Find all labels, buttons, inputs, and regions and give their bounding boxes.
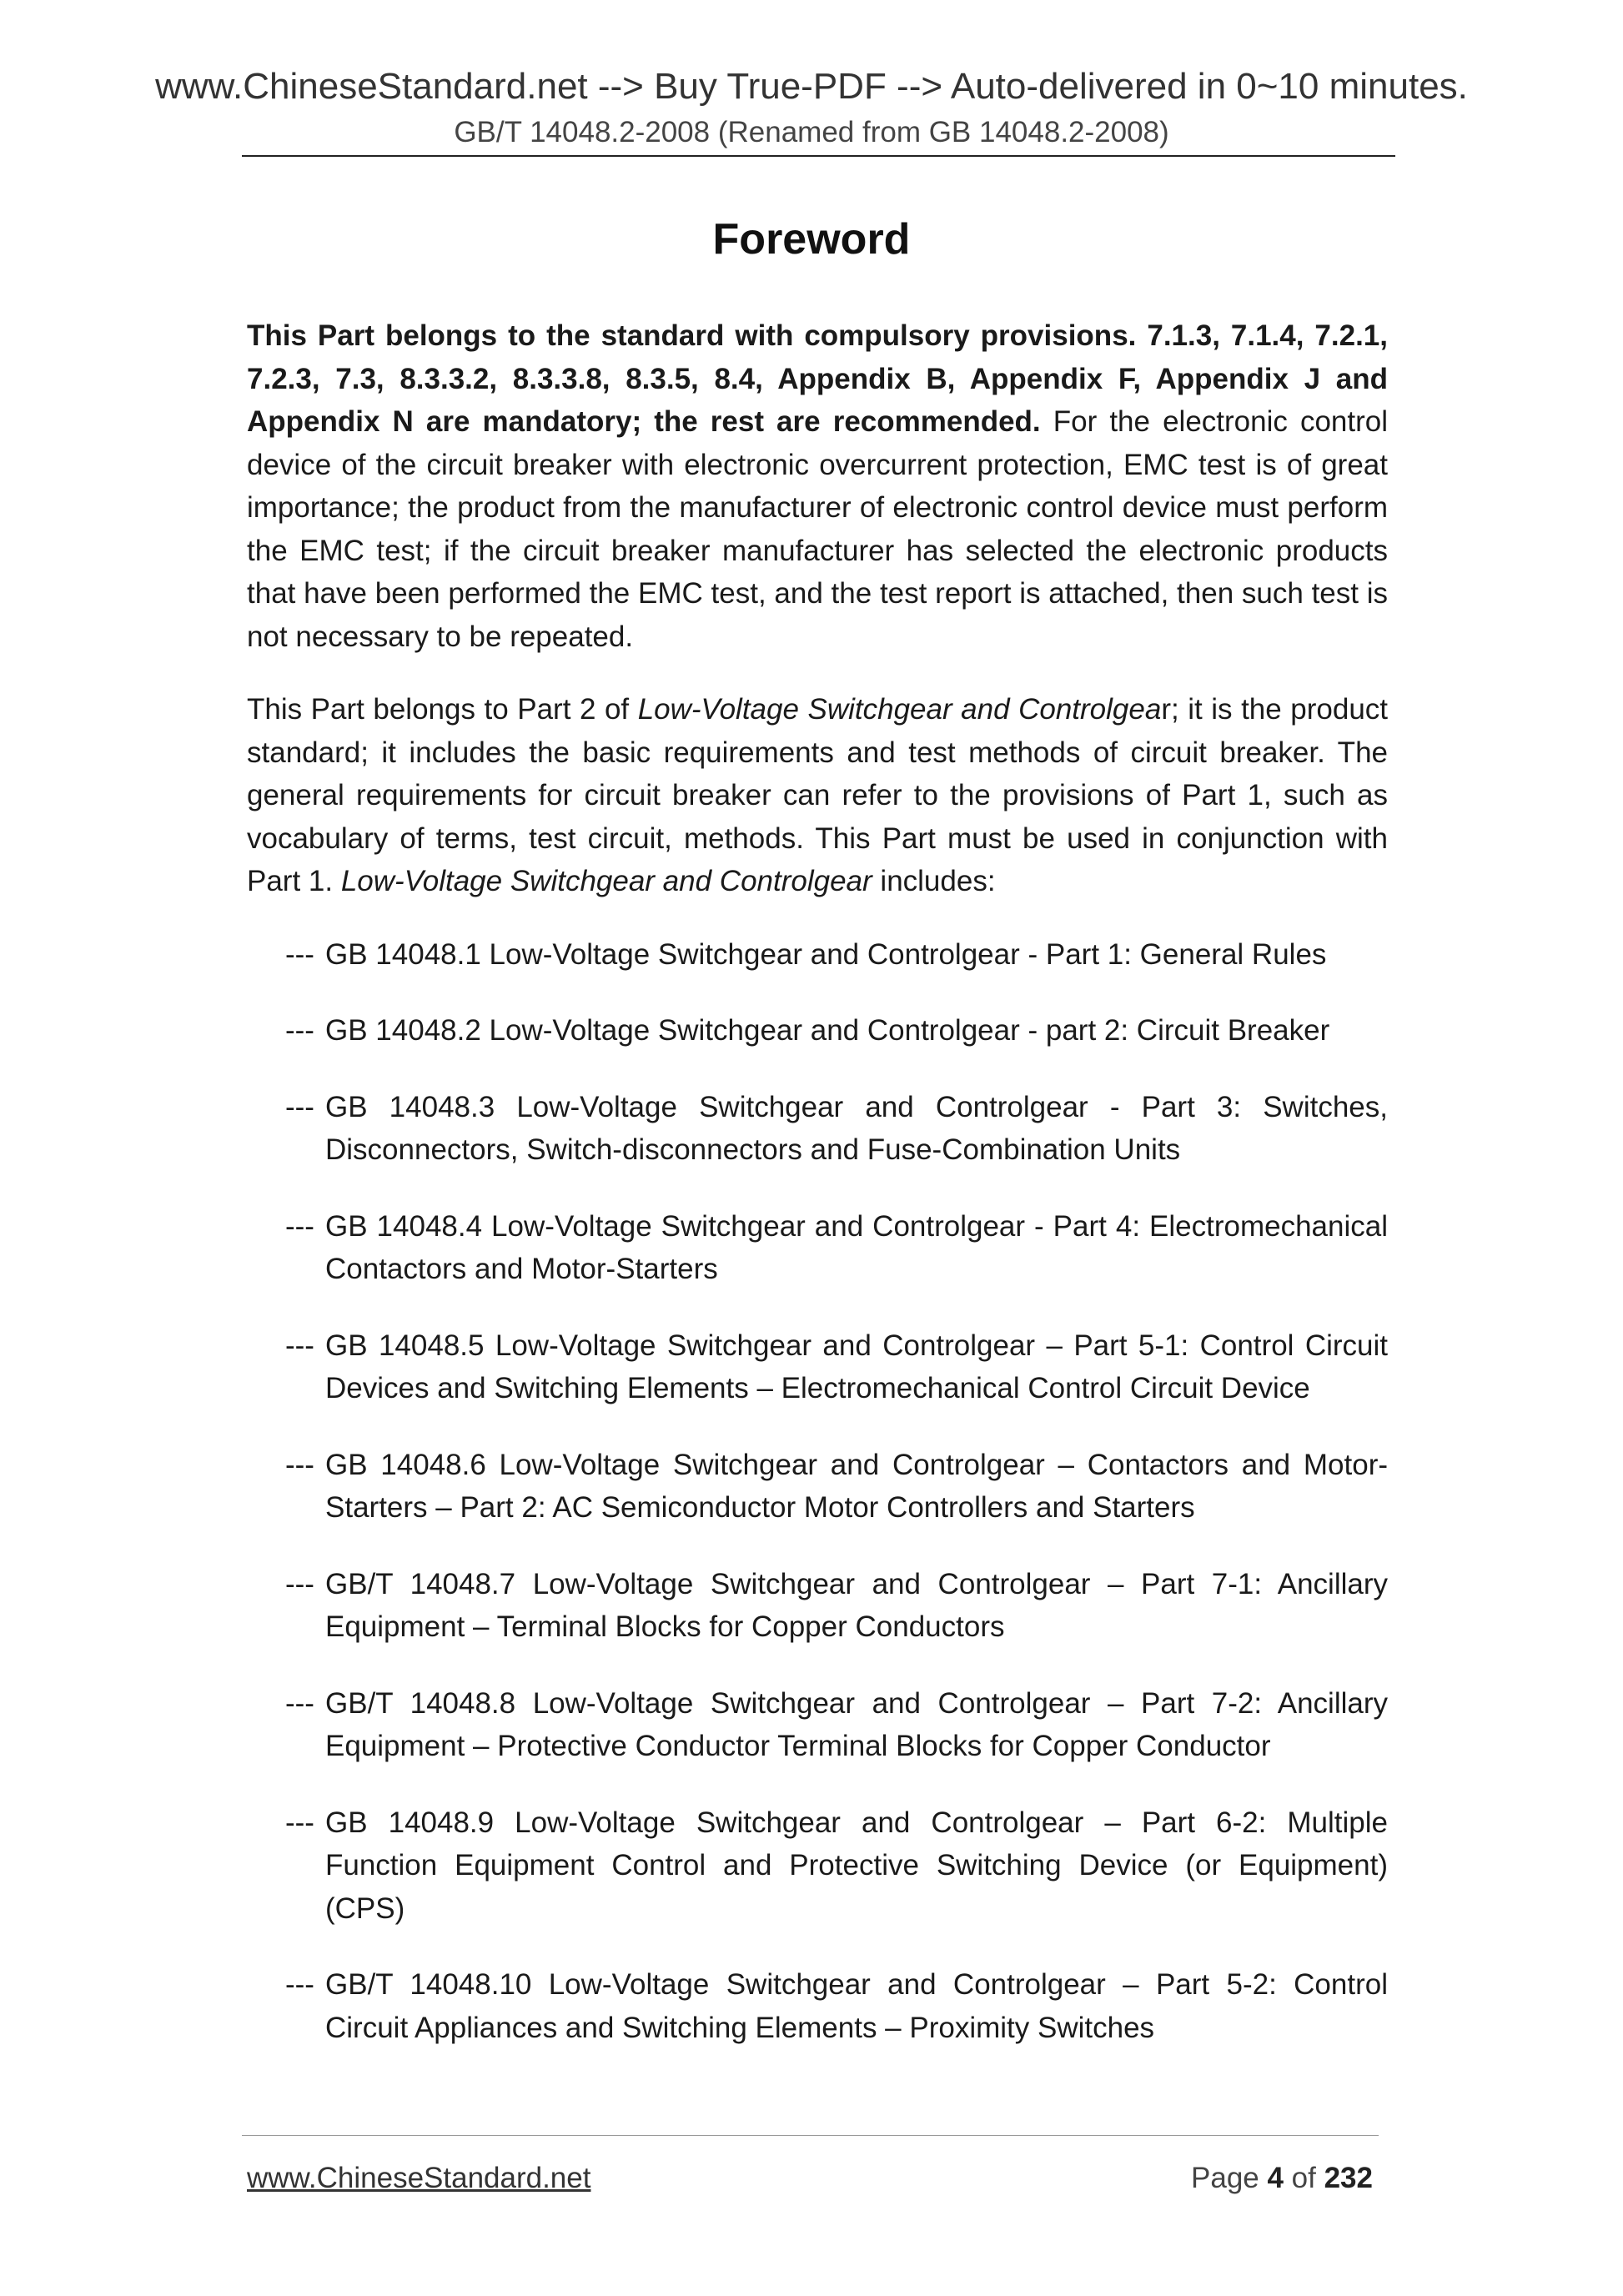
list-item [247, 1801, 1388, 1931]
list-item-text: GB 14048.1 Low-Voltage Switchgear and Controlgear - Part 1: General Rules [325, 937, 1327, 971]
list-item-text: GB/T 14048.10 Low-Voltage Switchgear and Controlgear – Part 5-2: Control Circuit Appliances and Switching Elements – Proximity Switches [325, 1968, 1388, 2044]
list-item-text: GB/T 14048.8 Low-Voltage Switchgear and Controlgear – Part 7-2: Ancillary Equipment – Protective Conductor Terminal Blocks for Copper Conductor [325, 1686, 1388, 1762]
list-item [247, 1682, 1388, 1768]
list-item [247, 1563, 1388, 1649]
page-number-mid: of [1283, 2162, 1324, 2194]
list-dash: --- [285, 1806, 314, 1839]
header-divider [242, 155, 1395, 157]
list-dash: --- [285, 1014, 314, 1047]
list-item-text: GB/T 14048.7 Low-Voltage Switchgear and Controlgear – Part 7-1: Ancillary Equipment – Terminal Blocks for Copper Conductors [325, 1567, 1388, 1643]
page-title: Foreword [712, 215, 911, 264]
list-dash: --- [285, 1090, 314, 1123]
footer-site-link[interactable]: www.ChineseStandard.net [247, 2162, 591, 2194]
list-item [247, 933, 1388, 977]
paragraph-text: For the electronic control device of the circuit breaker with electronic overcurrent protection, EMC test is of great importance; the product from the manufacturer of electronic control device must perform the EMC test; if the circuit breaker manufacturer has selected the electronic products that have been performed the EMC test, and the test report is attached, then such test is not necessary to be repeated. [247, 405, 1388, 653]
footer-divider [242, 2135, 1379, 2136]
standards-list [247, 933, 1388, 2050]
paragraph-text: r; it is the product standard; it includes the basic requirements and test methods of circuit breaker. The general requirements for circuit breaker can refer to the provisions of Part 1, such as vocabulary of terms, test circuit, methods. This Part must be used in conjunction with Part 1. [247, 693, 1389, 897]
list-item [247, 1444, 1388, 1530]
list-item-text: GB 14048.4 Low-Voltage Switchgear and Controlgear - Part 4: Electromechanical Contactors and Motor-Starters [325, 1209, 1388, 1285]
list-dash: --- [285, 937, 314, 971]
list-dash: --- [285, 1329, 314, 1362]
list-dash: --- [285, 1448, 314, 1481]
list-item-text: GB 14048.2 Low-Voltage Switchgear and Controlgear - part 2: Circuit Breaker [325, 1014, 1330, 1047]
page-number [1191, 2161, 1373, 2196]
paragraph-text: includes: [872, 865, 996, 897]
list-item [247, 1963, 1388, 2049]
paragraph-part-scope [247, 688, 1388, 903]
paragraph-italic-title: Low-Voltage Switchgear and Controlgea [637, 693, 1162, 726]
list-item [247, 1009, 1388, 1053]
paragraph-bold-text: This Part belongs to the standard with compulsory provisions. 7.1.3, 7.1.4, 7.2.1, 7.2.3, 7.3, 8.3.3.2, 8.3.3.8, 8.3.5, 8.4, Appendix B, Appendix F, Appendix J and Appendix N are mandatory; the rest are recommended. [247, 319, 1388, 438]
page-number-prefix: Page [1191, 2162, 1268, 2194]
paragraph-text: This Part belongs to Part 2 of [247, 693, 638, 726]
list-item [247, 1324, 1388, 1410]
list-dash: --- [285, 1686, 314, 1720]
page-number-total: 232 [1324, 2162, 1373, 2194]
list-dash: --- [285, 1968, 314, 2001]
header-standard-id: GB/T 14048.2-2008 (Renamed from GB 14048.2-2008) [454, 116, 1169, 148]
document-body [247, 314, 1388, 2082]
list-item-text: GB 14048.3 Low-Voltage Switchgear and Controlgear - Part 3: Switches, Disconnectors, Switch-disconnectors and Fuse-Combination Units [325, 1090, 1388, 1166]
paragraph-compulsory-provisions [247, 314, 1388, 658]
list-item-text: GB 14048.5 Low-Voltage Switchgear and Controlgear – Part 5-1: Control Circuit Devices and Switching Elements – Electromechanical Control Circuit Device [325, 1329, 1388, 1404]
paragraph-italic-title: Low-Voltage Switchgear and Controlgear [340, 865, 872, 897]
header-site-banner: www.ChineseStandard.net --> Buy True-PDF --> Auto-delivered in 0~10 minutes. [155, 66, 1468, 107]
list-dash: --- [285, 1567, 314, 1600]
page-number-current: 4 [1267, 2162, 1284, 2194]
list-item [247, 1205, 1388, 1291]
list-item-text: GB 14048.9 Low-Voltage Switchgear and Controlgear – Part 6-2: Multiple Function Equipment Control and Protective Switching Device (or Equipment) (CPS) [325, 1806, 1388, 1925]
list-item [247, 1086, 1388, 1172]
list-item-text: GB 14048.6 Low-Voltage Switchgear and Controlgear – Contactors and Motor-Starters – Part 2: AC Semiconductor Motor Controllers and Starters [325, 1448, 1388, 1524]
list-dash: --- [285, 1209, 314, 1243]
